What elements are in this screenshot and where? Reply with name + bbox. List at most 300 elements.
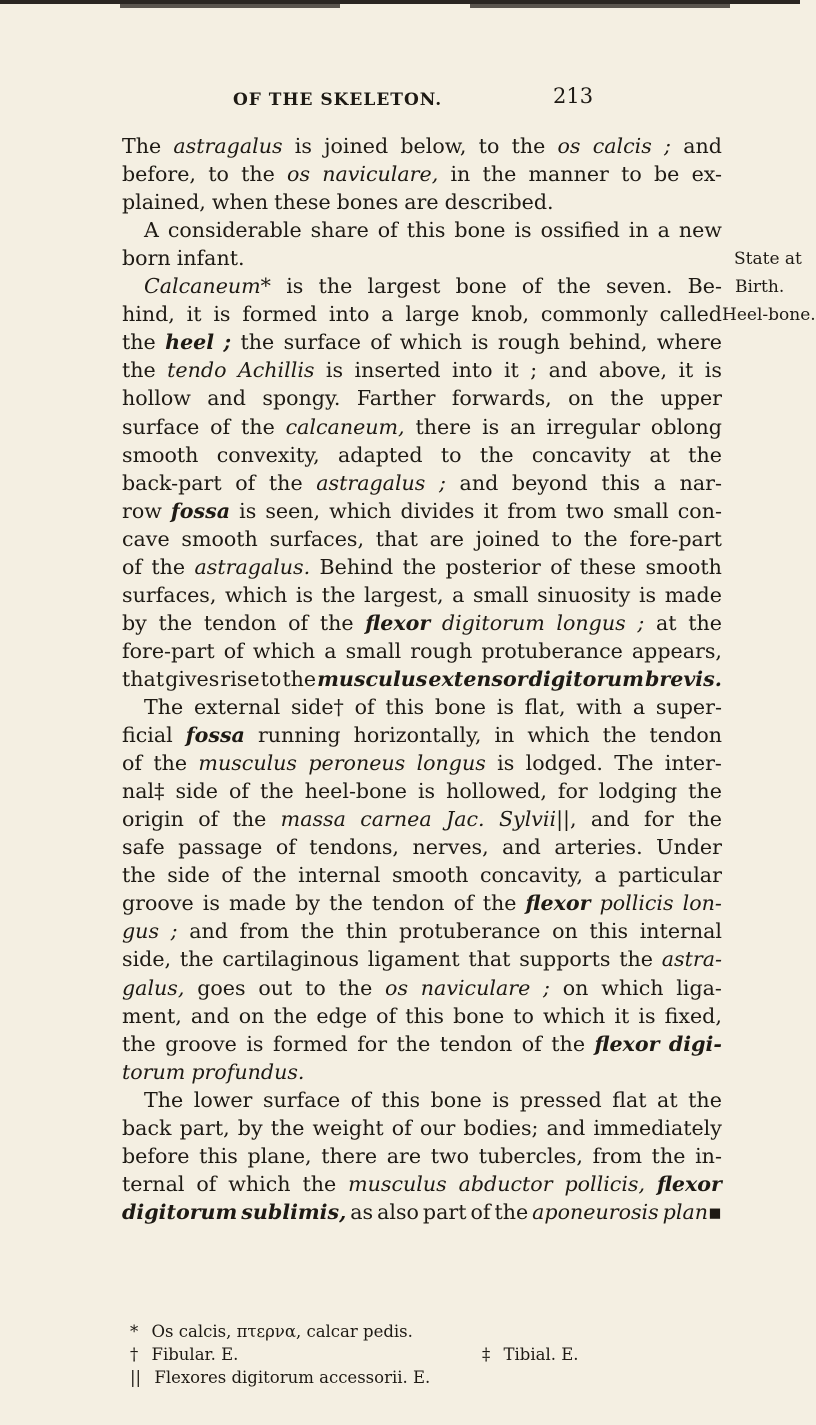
word: thin: [345, 919, 388, 944]
word: pollicis,: [564, 1171, 646, 1196]
margin-note: State at: [734, 249, 802, 270]
word: nar-: [679, 470, 722, 495]
word: in: [450, 162, 471, 187]
word: which: [601, 975, 664, 1000]
word: plan▪: [662, 1199, 722, 1224]
word: Behind: [319, 554, 394, 579]
word: the: [402, 554, 437, 579]
word: called: [659, 302, 722, 327]
word: the: [268, 470, 303, 495]
word: the: [619, 947, 653, 972]
word: beyond: [511, 470, 588, 495]
word: the: [482, 162, 517, 187]
word: joined: [475, 526, 540, 551]
word: by: [295, 891, 321, 916]
margin-note: Heel-bone.: [722, 305, 816, 326]
word: from: [592, 1143, 642, 1168]
word: The: [144, 695, 184, 719]
footnote-text: Flexores digitorum accessorii. E.: [154, 1368, 431, 1387]
word: is: [246, 1031, 264, 1056]
word: heel-bone: [304, 779, 407, 804]
word: these: [274, 190, 331, 215]
word: of: [521, 274, 542, 299]
word: surface: [283, 330, 361, 355]
word: commonly: [540, 302, 648, 327]
word: smooth: [391, 863, 469, 888]
word: the: [241, 162, 275, 187]
word: large: [405, 302, 460, 327]
word: made: [228, 891, 287, 916]
word: is: [497, 751, 515, 776]
word: calcaneum,: [285, 414, 405, 439]
word: adapted: [337, 442, 423, 467]
word: the: [688, 442, 722, 467]
word: of: [391, 1115, 412, 1140]
scan-edge-streak: [470, 4, 730, 8]
word: it: [503, 358, 519, 383]
word: and: [590, 807, 630, 832]
word: tendon: [649, 723, 722, 748]
word: are: [429, 526, 464, 551]
word: new: [678, 218, 722, 243]
word: side: [175, 779, 218, 804]
word: the: [396, 1031, 431, 1056]
text-line: [122, 328, 722, 356]
word: the: [319, 610, 354, 635]
word: convexity,: [216, 442, 320, 467]
word: ficial: [122, 723, 173, 748]
word: to: [621, 162, 642, 187]
word: the: [179, 947, 214, 972]
word: musculus: [317, 666, 428, 691]
word: two: [430, 1143, 470, 1168]
word: of: [275, 835, 296, 860]
text-line: [122, 917, 722, 945]
word: for: [643, 807, 674, 832]
word: the: [282, 666, 317, 691]
word: seven.: [606, 274, 673, 299]
word: extensor: [428, 666, 528, 691]
footnote-mark: ||: [130, 1368, 142, 1387]
word: the: [318, 274, 353, 299]
word: bone: [454, 218, 506, 243]
word: before: [122, 1143, 190, 1168]
word: sinuosity: [537, 582, 631, 607]
word: the: [688, 610, 722, 635]
word: as: [350, 1199, 374, 1224]
word: of: [521, 1031, 542, 1056]
word: calcis: [592, 134, 652, 158]
word: a: [657, 218, 670, 243]
word: which: [225, 582, 288, 607]
word: a: [452, 582, 465, 607]
word: flat,: [524, 695, 566, 719]
text-line: [122, 356, 722, 384]
word: Farther: [356, 386, 436, 411]
word: on: [562, 975, 589, 1000]
word: surfaces,: [269, 526, 364, 551]
word: largest: [367, 274, 441, 299]
word: ;: [530, 358, 538, 383]
word: con-: [677, 498, 722, 523]
word: the: [494, 1199, 529, 1224]
word: is: [496, 695, 514, 719]
word: at: [649, 442, 670, 467]
word: tubercles,: [478, 1143, 583, 1168]
word: ex-: [691, 162, 722, 187]
margin-note: Birth.: [735, 277, 785, 298]
word: which: [399, 330, 462, 355]
word: is: [482, 414, 500, 439]
word: concavity,: [479, 863, 583, 888]
page-top-edge: [0, 0, 800, 20]
word: Sylvii||,: [498, 807, 577, 832]
text-line: [122, 749, 722, 777]
word: below,: [400, 134, 467, 158]
word: it: [186, 302, 202, 327]
word: pressed: [519, 1087, 602, 1112]
text-line: [122, 889, 722, 917]
word: weight: [312, 1115, 384, 1140]
word: back: [122, 1115, 172, 1140]
word: behind,: [569, 330, 648, 355]
word: the: [610, 386, 644, 411]
word: the: [329, 891, 363, 916]
word: to: [440, 442, 462, 467]
word: infant.: [176, 246, 245, 271]
word: flexor: [594, 1031, 660, 1056]
text-line: [122, 1002, 722, 1030]
word: this: [589, 919, 629, 944]
word: is: [417, 779, 436, 804]
word: manner: [528, 162, 609, 187]
word: our: [419, 1115, 456, 1140]
word: of: [223, 638, 244, 663]
footnote: [130, 1368, 430, 1387]
word: the: [260, 779, 294, 804]
word: massa: [280, 807, 346, 832]
word: fixed,: [664, 1003, 722, 1028]
word: internal: [298, 863, 381, 888]
text-line: [122, 1086, 722, 1114]
text-line: [122, 384, 722, 412]
word: astragalus: [173, 134, 283, 158]
word: the: [482, 891, 517, 916]
word: musculus: [348, 1171, 447, 1196]
word: seen,: [265, 498, 321, 523]
word: for: [557, 779, 588, 804]
word: digitorum: [441, 610, 545, 635]
word: astragalus.: [194, 554, 311, 579]
word: row: [122, 498, 162, 523]
word: that: [468, 947, 511, 972]
word: internal: [639, 919, 722, 944]
word: fore-part: [629, 526, 722, 551]
word: plane,: [247, 1143, 312, 1168]
text-line: [122, 132, 722, 160]
footnote-text: Fibular. E.: [151, 1345, 239, 1364]
word: the: [551, 1031, 586, 1056]
word: the: [158, 610, 193, 635]
word: into: [452, 358, 493, 383]
word: this: [385, 695, 425, 719]
word: rough: [497, 330, 560, 355]
word: is: [295, 582, 314, 607]
text-line: [122, 244, 722, 272]
word: flexor: [365, 610, 431, 635]
word: longus: [556, 610, 626, 635]
word: Jac.: [445, 807, 485, 832]
text-line: [122, 637, 722, 665]
text-line: [122, 805, 722, 833]
word: is: [704, 358, 722, 383]
word: the: [122, 330, 156, 355]
word: ossified: [540, 218, 620, 243]
word: forwards,: [451, 386, 552, 411]
word: The: [144, 1087, 184, 1112]
word: appears,: [631, 638, 722, 663]
word: at: [657, 1087, 678, 1112]
word: of: [350, 1087, 371, 1112]
word: the: [153, 751, 188, 776]
word: astragalus: [316, 470, 426, 495]
word: is: [286, 274, 304, 299]
word: of: [210, 414, 231, 439]
text-line: [122, 525, 722, 553]
word: upper: [660, 386, 722, 411]
word: protuberance: [398, 919, 541, 944]
word: is: [202, 891, 220, 916]
word: the: [151, 554, 186, 579]
word: by: [237, 1115, 263, 1140]
word: the: [479, 442, 514, 467]
word: made: [664, 582, 722, 607]
word: and: [502, 835, 541, 860]
word: an: [510, 414, 536, 439]
word: a: [594, 863, 607, 888]
word: posterior: [445, 554, 541, 579]
word: out: [258, 975, 293, 1000]
word: it: [483, 498, 499, 523]
word: tendons,: [309, 835, 399, 860]
word: which: [228, 1171, 291, 1196]
word: surface: [122, 414, 200, 439]
word: the: [270, 1115, 305, 1140]
word: on: [238, 1003, 265, 1028]
word: by: [122, 610, 147, 635]
word: is: [239, 498, 257, 523]
word: side: [167, 863, 210, 888]
word: groove: [165, 1031, 237, 1056]
word: the: [240, 330, 275, 355]
word: hollow: [122, 386, 191, 411]
word: naviculare,: [322, 162, 439, 187]
word: galus,: [122, 975, 185, 1000]
word: smooth: [645, 554, 722, 579]
word: of: [550, 554, 571, 579]
word: digi-: [668, 1031, 722, 1056]
word: ;: [637, 610, 645, 635]
word: are: [386, 1143, 422, 1168]
text-line: [122, 469, 722, 497]
word: edge: [316, 1003, 368, 1028]
word: digitorum: [528, 666, 644, 691]
word: fossa: [170, 498, 231, 523]
word: part: [422, 1199, 467, 1224]
text-line: [122, 974, 722, 1002]
word: described.: [444, 190, 554, 215]
word: heel: [165, 330, 215, 355]
word: ment,: [122, 1003, 182, 1028]
word: passage: [178, 835, 263, 860]
word: external: [193, 695, 281, 719]
word: the: [511, 134, 546, 158]
word: is: [325, 358, 344, 383]
word: is: [213, 302, 231, 327]
word: and: [189, 919, 228, 944]
text-line: [122, 216, 722, 244]
text-line: [122, 693, 722, 721]
word: a: [381, 302, 394, 327]
word: and: [190, 1003, 230, 1028]
scan-edge-streak: [120, 4, 340, 8]
word: naviculare: [420, 975, 531, 1000]
word: bodies;: [463, 1115, 539, 1140]
word: the: [557, 274, 591, 299]
word: is: [492, 1087, 510, 1112]
word: safe: [122, 835, 165, 860]
word: flat: [612, 1087, 647, 1112]
word: which: [252, 638, 316, 663]
word: this: [405, 1003, 444, 1028]
text-line: [122, 721, 722, 749]
word: formed: [272, 1031, 348, 1056]
footnote-mark: †: [130, 1345, 139, 1364]
word: in: [628, 218, 649, 243]
word: when: [211, 190, 269, 215]
word: is: [638, 1003, 656, 1028]
word: profundus.: [191, 1059, 305, 1084]
word: the: [321, 582, 356, 607]
word: torum: [122, 1059, 186, 1084]
word: ;: [543, 975, 550, 1000]
footnote-text: Os calcis, πτερνα, calcar pedis.: [151, 1322, 413, 1341]
word: of: [221, 863, 242, 888]
word: bone: [430, 1087, 482, 1112]
word: gives: [165, 666, 220, 691]
text-line: [122, 609, 722, 637]
word: lower: [193, 1087, 253, 1112]
word: is: [294, 134, 312, 158]
word: tendon: [439, 1031, 513, 1056]
word: oblong: [650, 414, 722, 439]
word: plained,: [122, 190, 206, 215]
word: are: [404, 190, 439, 215]
word: gus: [122, 919, 160, 944]
word: also: [377, 1199, 419, 1224]
text-line: [122, 1198, 722, 1226]
word: there: [415, 414, 472, 439]
word: the: [338, 975, 373, 1000]
word: brevis.: [644, 666, 722, 691]
word: digitorum: [122, 1199, 238, 1224]
word: Be-: [687, 274, 722, 299]
word: goes: [197, 975, 246, 1000]
text-line: [122, 413, 722, 441]
word: sublimis,: [241, 1199, 347, 1224]
word: os: [557, 134, 581, 158]
word: the: [688, 807, 722, 832]
text-line: [122, 777, 722, 805]
word: of: [288, 610, 309, 635]
word: into: [328, 302, 370, 327]
word: the: [232, 807, 267, 832]
word: tendon: [371, 891, 445, 916]
word: there: [321, 1143, 378, 1168]
word: fossa: [185, 723, 245, 748]
word: astra-: [661, 947, 722, 972]
word: surface: [262, 1087, 341, 1112]
word: immediately: [593, 1115, 722, 1140]
word: this: [406, 218, 446, 243]
word: of: [196, 1171, 217, 1196]
word: in-: [695, 1143, 722, 1168]
footnote-mark: ‡: [482, 1345, 491, 1364]
word: to: [260, 666, 282, 691]
text-line: [122, 300, 722, 328]
word: ternal: [122, 1171, 185, 1196]
word: A: [144, 218, 159, 243]
word: tendo: [167, 358, 227, 383]
text-line: [122, 665, 722, 693]
word: irregular: [546, 414, 641, 439]
word: of: [376, 1003, 397, 1028]
word: is: [514, 218, 532, 243]
running-header: [0, 84, 800, 120]
word: os: [287, 162, 311, 187]
word: the: [273, 1003, 308, 1028]
word: joined: [324, 134, 389, 158]
word: small: [613, 498, 669, 523]
word: ;: [223, 330, 232, 355]
word: the: [122, 1031, 156, 1056]
word: The: [122, 134, 162, 158]
word: of: [453, 891, 474, 916]
word: and: [207, 386, 246, 411]
word: the: [688, 1087, 722, 1112]
word: of: [198, 807, 219, 832]
word: the: [241, 414, 275, 439]
word: protuberance: [481, 638, 623, 663]
text-line: [122, 861, 722, 889]
word: on: [552, 919, 578, 944]
word: carnea: [360, 807, 432, 832]
word: supports: [519, 947, 611, 972]
word: that: [122, 666, 165, 691]
word: ;: [438, 470, 446, 495]
word: concavity: [531, 442, 632, 467]
word: from: [507, 498, 557, 523]
word: origin: [122, 807, 184, 832]
word: longus: [416, 751, 486, 776]
word: liga-: [676, 975, 722, 1000]
word: of: [235, 470, 256, 495]
word: inter-: [664, 751, 722, 776]
word: which: [329, 498, 392, 523]
text-line: [122, 188, 722, 216]
word: and: [546, 1115, 586, 1140]
word: above,: [598, 358, 668, 383]
